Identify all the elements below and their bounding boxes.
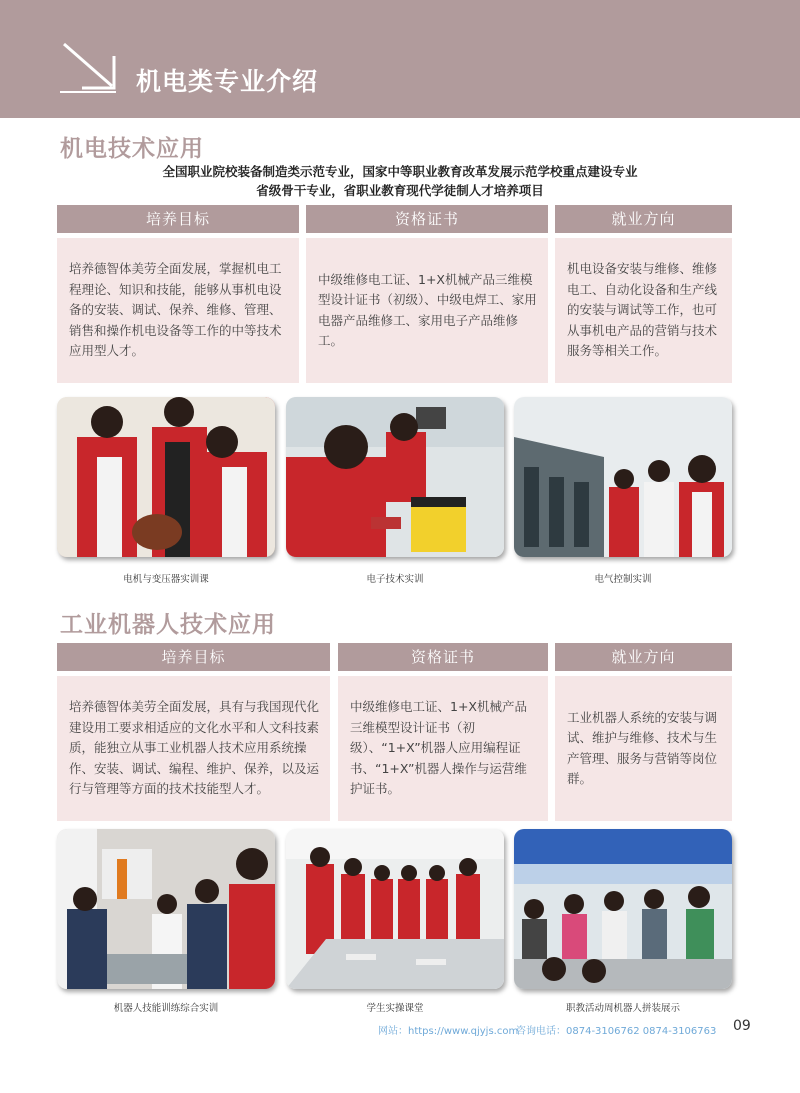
column-header-career: 就业方向 — [555, 205, 732, 233]
photo-caption: 机器人技能训练综合实训 — [113, 1003, 219, 1014]
arrow-down-right-icon — [60, 40, 120, 95]
photo-caption: 电子技术实训 — [366, 574, 424, 585]
goal-text: 培养德智体美劳全面发展，掌握机电工程理论、知识和技能，能够从事机电设备的安装、调试、保养、维修、管理、销售和操作机电设备等工作的中等技术应用型人才。 — [69, 261, 282, 359]
photo-caption: 学生实操课堂 — [366, 1003, 424, 1014]
section-title: 机电技术应用 — [60, 136, 204, 162]
footer-website-link[interactable]: 网站：https://www.qjyjs.com — [378, 1026, 519, 1037]
photo-electrical-control — [514, 397, 732, 557]
column-header-goal: 培养目标 — [57, 205, 299, 233]
career-text: 工业机器人系统的安装与调试、维护与维修、技术与生产管理、服务与营销等岗位群。 — [567, 709, 718, 786]
photo-robot-training — [57, 829, 275, 989]
career-text: 机电设备安装与维修、维修电工、自动化设备和生产线的安装与调试等工作，也可从事机电产品的营销与技术服务等相关工作。 — [567, 261, 718, 359]
column-body-certificate — [338, 676, 548, 821]
column-body-goal — [57, 676, 330, 821]
photo-caption: 电机与变压器实训课 — [123, 574, 209, 585]
section-title: 工业机器人技术应用 — [60, 612, 276, 638]
photo-caption: 职教活动周机器人拼装展示 — [565, 1003, 680, 1014]
photo-motor-training — [57, 397, 275, 557]
column-header-career: 就业方向 — [555, 643, 732, 671]
photo-robot-exhibition — [514, 829, 732, 989]
column-header-certificate: 资格证书 — [306, 205, 548, 233]
section-subtitle: 省级骨干专业，省职业教育现代学徒制人才培养项目 — [256, 183, 544, 198]
photo-caption: 电气控制实训 — [594, 574, 652, 585]
column-header-goal: 培养目标 — [57, 643, 330, 671]
photo-practice-class — [286, 829, 504, 989]
goal-text: 培养德智体美劳全面发展，具有与我国现代化建设用工要求相适应的文化水平和人文科技素质，能独立从事工业机器人技术应用系统操作、安装、调试、编程、维护、保养，以及运行与管理等方面的技术技能型人才。 — [69, 699, 320, 797]
column-body-certificate — [306, 238, 548, 383]
column-header-certificate: 资格证书 — [338, 643, 548, 671]
header-title: 机电类专业介绍 — [136, 67, 319, 96]
section-subtitle: 全国职业院校装备制造类示范专业，国家中等职业教育改革发展示范学校重点建设专业 — [162, 164, 638, 179]
page-number: 09 — [733, 1018, 751, 1034]
column-body-goal — [57, 238, 299, 383]
certificate-text: 中级维修电工证、1+X机械产品三维模型设计证书（初级）、“1+X”机器人应用编程证书、“1+X”机器人操作与运营维护证书。 — [350, 699, 527, 797]
footer-phone: 咨询电话：0874-3106762 0874-3106763 — [516, 1026, 717, 1037]
photo-electronics-training — [286, 397, 504, 557]
certificate-text: 中级维修电工证、1+X机械产品三维模型设计证书（初级）、中级电焊工、家用电器产品维修工、家用电子产品维修工。 — [318, 271, 537, 348]
column-body-career — [555, 238, 732, 383]
column-body-career — [555, 676, 732, 821]
page-header — [0, 0, 800, 118]
